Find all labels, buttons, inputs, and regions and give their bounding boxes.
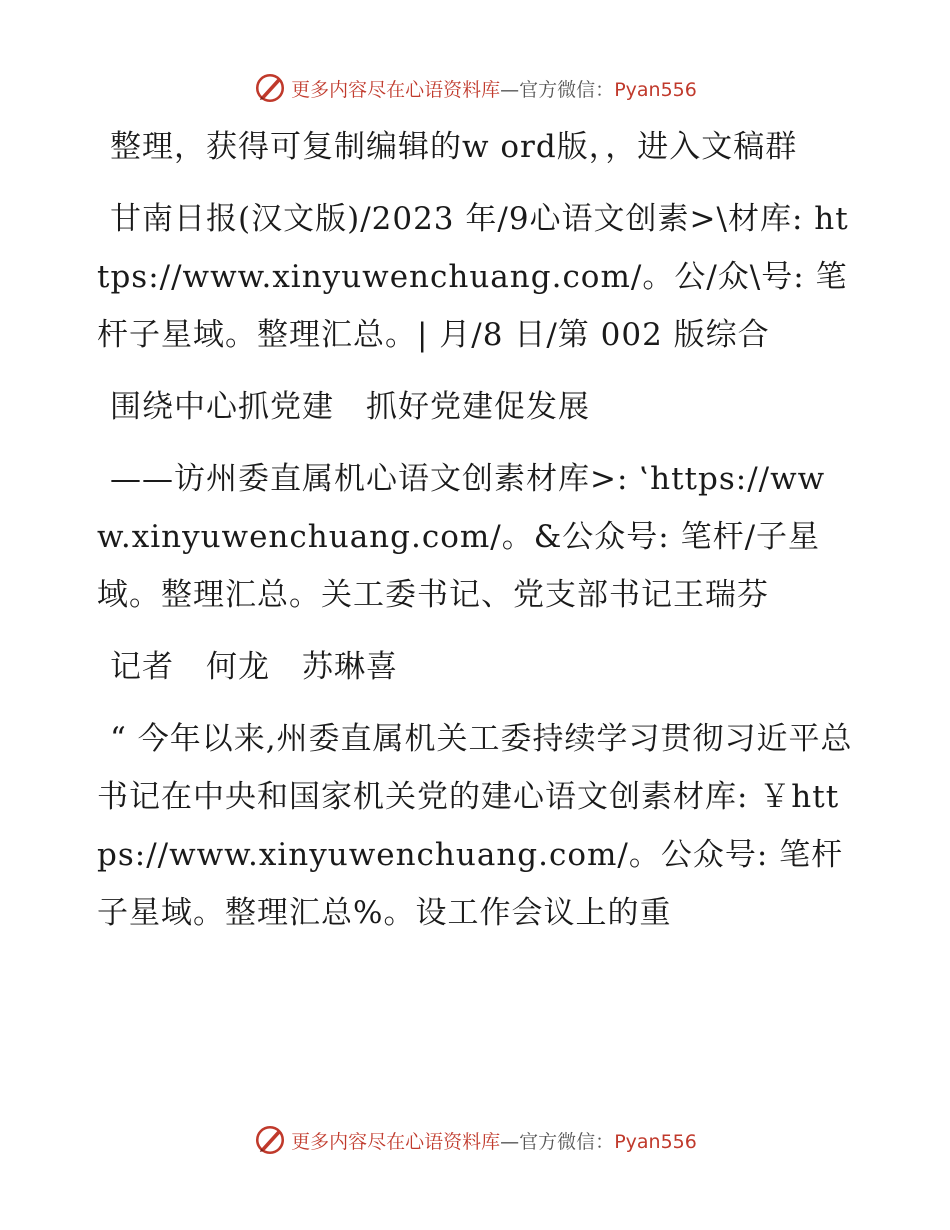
document-body <box>97 118 857 942</box>
header-banner-label: 官方微信： <box>519 78 615 101</box>
article-subtitle: ——访州委直属机心语文创素材库>: ‛https://www.xinyuwenchuang.com/。&公众号: 笔杆/子星域。整理汇总。关工委书记、党支部书记王瑞芬 <box>97 461 826 613</box>
footer-banner <box>0 1120 950 1160</box>
paragraph-source: 甘南日报(汉文版)/2023 年/9心语文创素>\材库: https://www.xinyuwenchuang.com/。公/众\号: 笔杆子星域。整理汇总。| 月/8 日/第 002 版综合 <box>97 201 849 353</box>
header-banner-wechat-id: Pyan556 <box>614 78 697 101</box>
header-banner-text <box>291 75 697 102</box>
article-body-paragraph: “ 今年以来,州委直属机关工委持续学习贯彻习近平总书记在中央和国家机关党的建心语文创素材库: ￥https://www.xinyuwenchuang.com/。公众号: 笔杆子星域。整理汇总%。设工作会议上的重 <box>97 721 853 931</box>
article-byline: 记者 何龙 苏琳喜 <box>110 649 398 685</box>
paragraph-intro: 整理，获得可复制编辑的w ord版，，进入文稿群 <box>110 129 798 165</box>
quill-logo-icon <box>253 1123 287 1157</box>
footer-banner-label: 官方微信： <box>519 1130 615 1153</box>
article-title: 围绕中心抓党建 抓好党建促发展 <box>110 389 590 425</box>
quill-logo-icon <box>253 71 287 105</box>
footer-banner-separator: — <box>500 1130 520 1153</box>
header-banner-title: 更多内容尽在心语资料库 <box>291 78 501 101</box>
footer-banner-wechat-id: Pyan556 <box>614 1130 697 1153</box>
footer-banner-text <box>291 1127 697 1154</box>
header-banner-separator: — <box>500 78 520 101</box>
header-banner <box>0 68 950 108</box>
footer-banner-title: 更多内容尽在心语资料库 <box>291 1130 501 1153</box>
